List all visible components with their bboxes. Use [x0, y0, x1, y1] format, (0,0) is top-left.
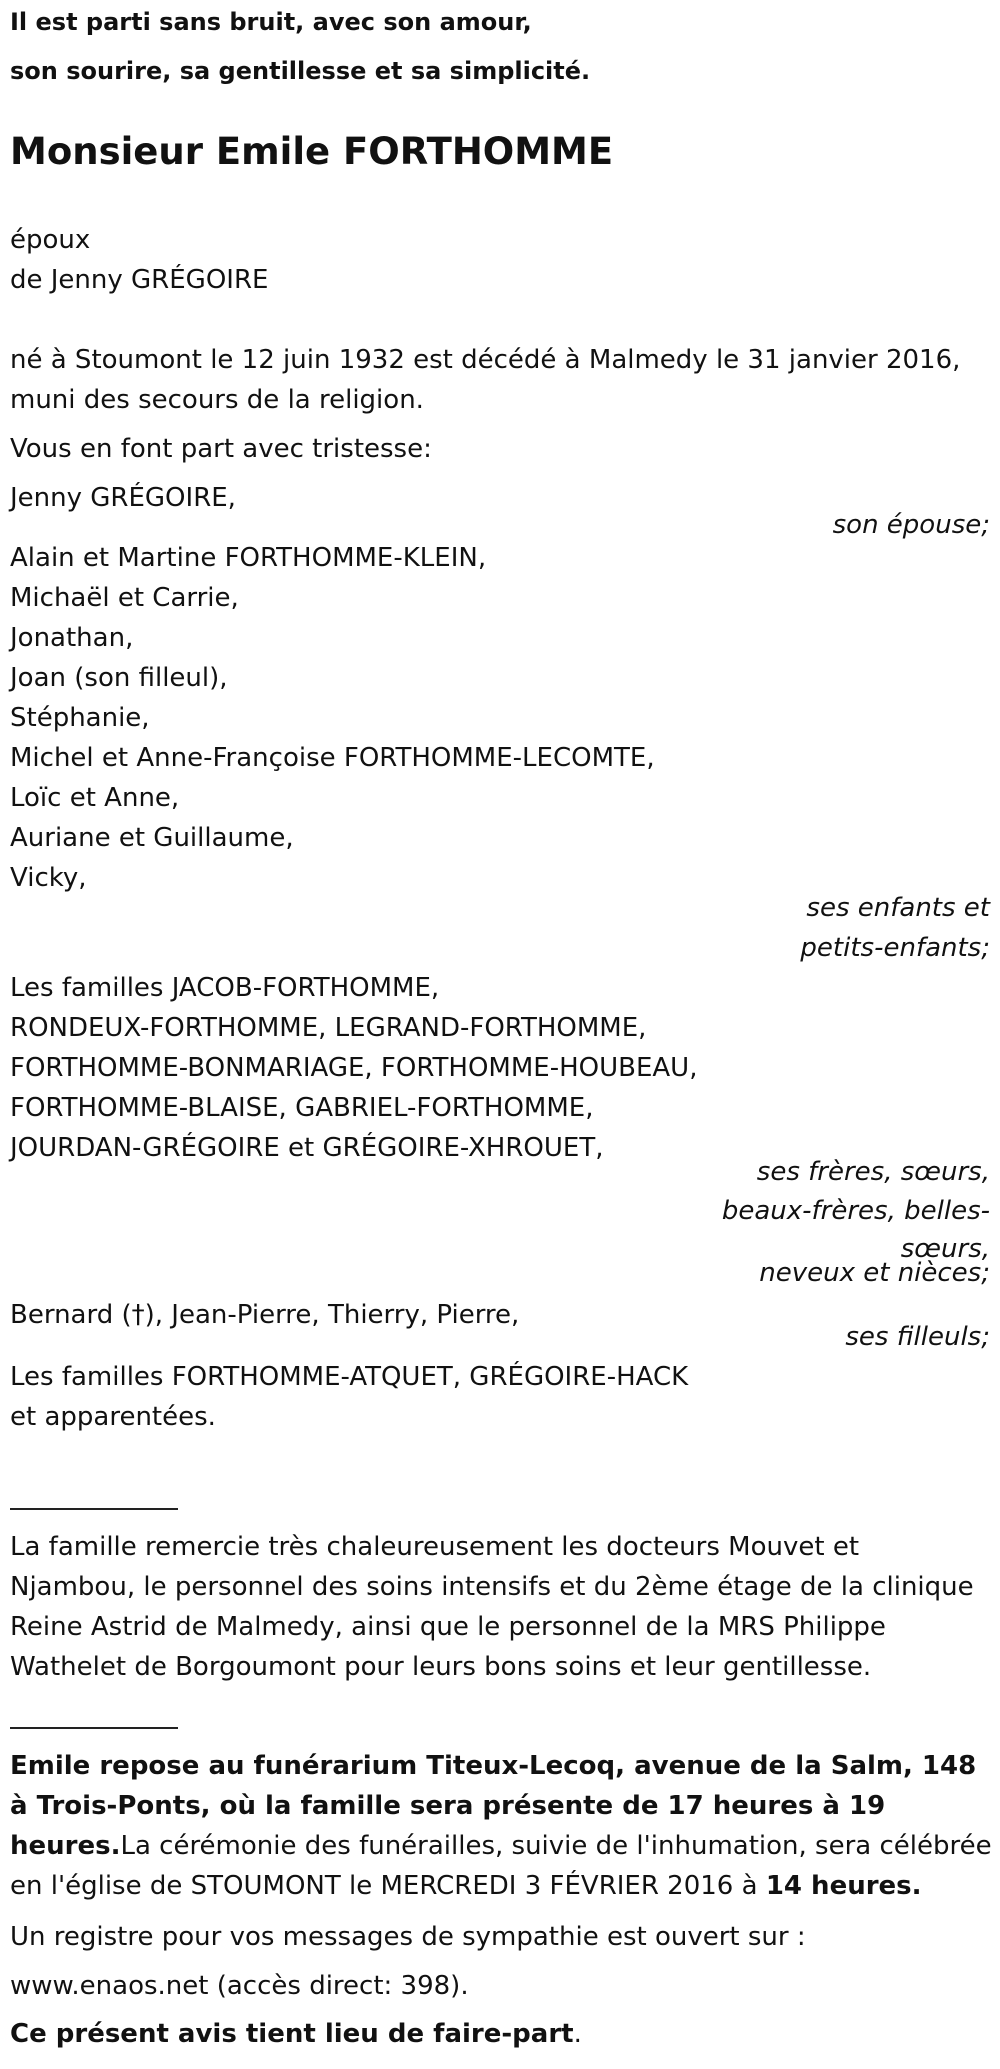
closing-period: . — [573, 2019, 582, 2049]
funeral-paragraph — [10, 1746, 1000, 1906]
child-line-3: Jonathan, — [10, 623, 134, 653]
family-line-4: FORTHOMME-BLAISE, GABRIEL-FORTHOMME, — [10, 1093, 594, 1123]
intro-line-2: son sourire, sa gentillesse et sa simplicité. — [10, 57, 591, 85]
deceased-name: Monsieur Emile FORTHOMME — [10, 130, 614, 173]
child-line-6: Michel et Anne-Françoise FORTHOMME-LECOMTE, — [10, 743, 655, 773]
intro-line-1: Il est parti sans bruit, avec son amour, — [10, 8, 532, 36]
child-line-2: Michaël et Carrie, — [10, 583, 239, 613]
siblings-relation-3: sœurs, — [900, 1234, 990, 1264]
funeral-bold-text: Emile repose au funérarium Titeux-Lecoq, avenue de la Salm, 148 à Trois-Ponts, où la famille sera présente de 17 heures à 19 heures. — [10, 1751, 977, 1861]
funeral-text: La cérémonie des funérailles, suivie de l'inhumation, sera célébrée en l'église de STOUMONT le MERCREDI 3 FÉVRIER 2016 à — [10, 1831, 992, 1901]
spouse-name: de Jenny GRÉGOIRE — [10, 265, 269, 295]
child-line-7: Loïc et Anne, — [10, 783, 180, 813]
family-line-2: RONDEUX-FORTHOMME, LEGRAND-FORTHOMME, — [10, 1013, 647, 1043]
family-line-1: Les familles JACOB-FORTHOMME, — [10, 973, 440, 1003]
registry-line-1: Un registre pour vos messages de sympathie est ouvert sur : — [10, 1922, 806, 1952]
godchildren-names: Bernard (†), Jean-Pierre, Thierry, Pierre, — [10, 1300, 520, 1330]
siblings-relation-2: beaux-frères, belles- — [721, 1196, 990, 1226]
registry-link[interactable]: www.enaos.net (accès direct: 398). — [10, 1971, 469, 2001]
birth-death-line-2: muni des secours de la religion. — [10, 385, 424, 415]
children-relation-2: petits-enfants; — [800, 933, 990, 963]
announce-text: Vous en font part avec tristesse: — [10, 434, 432, 464]
spouse-label: époux — [10, 225, 91, 255]
child-line-1: Alain et Martine FORTHOMME-KLEIN, — [10, 543, 487, 573]
child-line-8: Auriane et Guillaume, — [10, 823, 294, 853]
children-relation-1: ses enfants et — [806, 893, 990, 923]
thanks-line-2: Njambou, le personnel des soins intensifs et du 2ème étage de la clinique — [10, 1572, 974, 1602]
closing-notice — [10, 2019, 582, 2049]
child-line-5: Stéphanie, — [10, 703, 150, 733]
thanks-line-3: Reine Astrid de Malmedy, ainsi que le personnel de la MRS Philippe — [10, 1612, 886, 1642]
siblings-relation-1: ses frères, sœurs, — [756, 1157, 990, 1187]
child-line-9: Vicky, — [10, 863, 87, 893]
birth-death-line-1: né à Stoumont le 12 juin 1932 est décédé à Malmedy le 31 janvier 2016, — [10, 345, 961, 375]
others-line-2: et apparentées. — [10, 1402, 216, 1432]
family-line-5: JOURDAN-GRÉGOIRE et GRÉGOIRE-XHROUET, — [10, 1133, 604, 1163]
separator-line-2 — [10, 1727, 178, 1729]
child-line-4: Joan (son filleul), — [10, 663, 228, 693]
thanks-line-4: Wathelet de Borgoumont pour leurs bons soins et leur gentillesse. — [10, 1652, 872, 1682]
family-line-3: FORTHOMME-BONMARIAGE, FORTHOMME-HOUBEAU, — [10, 1053, 698, 1083]
closing-bold: Ce présent avis tient lieu de faire-part — [10, 2019, 574, 2049]
thanks-line-1: La famille remercie très chaleureusement les docteurs Mouvet et — [10, 1532, 860, 1562]
siblings-relation-4: neveux et nièces; — [759, 1258, 990, 1288]
funeral-time: 14 heures. — [765, 1871, 922, 1901]
separator-line-1 — [10, 1508, 178, 1510]
wife-name: Jenny GRÉGOIRE, — [10, 483, 236, 513]
others-line-1: Les familles FORTHOMME-ATQUET, GRÉGOIRE-HACK — [10, 1362, 689, 1392]
godchildren-relation: ses filleuls; — [845, 1322, 990, 1352]
wife-relation: son épouse; — [832, 510, 990, 540]
